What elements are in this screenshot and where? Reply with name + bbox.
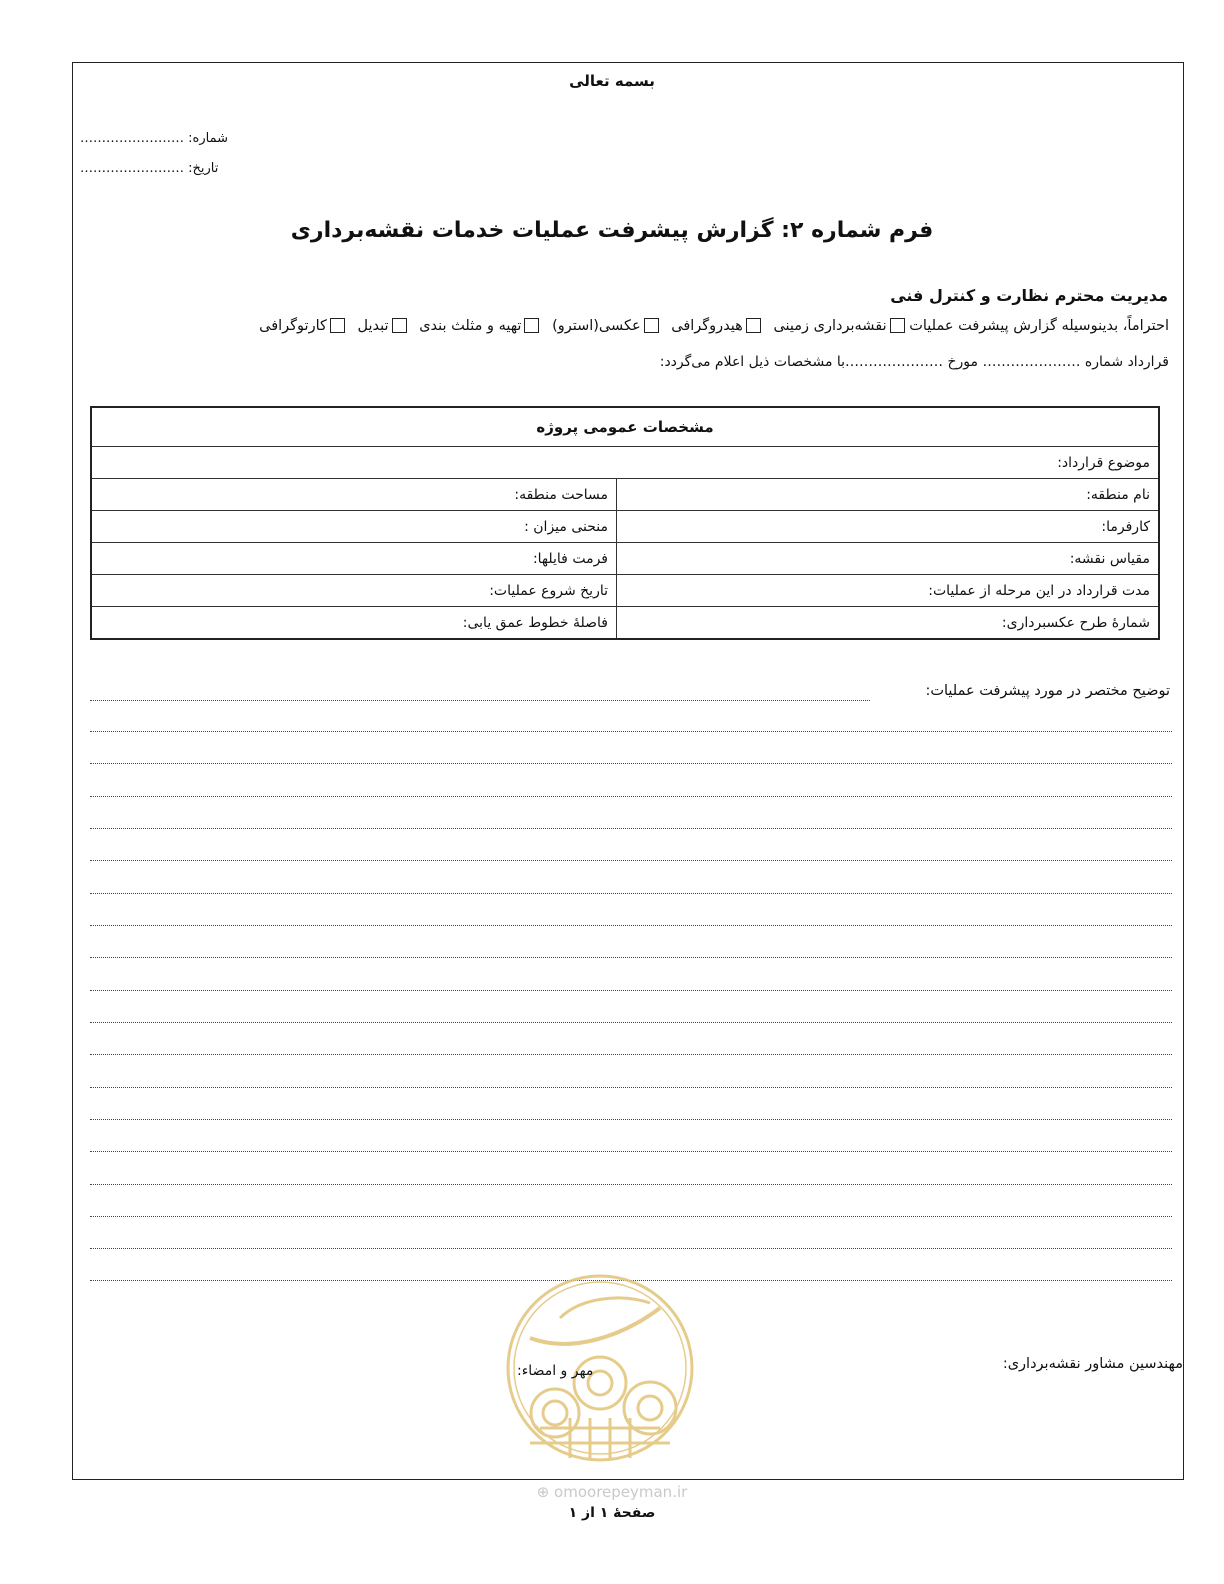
aerial-photo-plan-cell[interactable]: شمارهٔ طرح عکسبرداری: xyxy=(617,607,1160,640)
file-format-cell[interactable]: فرمت فایلها: xyxy=(91,543,617,575)
checkbox[interactable] xyxy=(330,318,345,333)
intro-lead: احتراماً، بدینوسیله گزارش پیشرفت عملیات xyxy=(909,318,1169,334)
dotted-line xyxy=(90,1248,1172,1249)
contour-interval-cell[interactable]: منحنی میزان : xyxy=(91,511,617,543)
category-photogrammetry[interactable]: عکسی(استرو) xyxy=(552,318,659,334)
checkbox[interactable] xyxy=(890,318,905,333)
addressee: مدیریت محترم نظارت و کنترل فنی xyxy=(890,286,1168,305)
checkbox[interactable] xyxy=(644,318,659,333)
seal-signature-label: مهر و امضاء: xyxy=(517,1363,594,1379)
sounding-line-spacing-cell[interactable]: فاصلهٔ خطوط عمق یابی: xyxy=(91,607,617,640)
category-triangulation[interactable]: تهیه و مثلث بندی xyxy=(419,318,539,334)
date-field[interactable] xyxy=(80,161,218,176)
date-label: تاریخ: xyxy=(188,161,219,176)
contract-subject-cell[interactable]: موضوع قرارداد: xyxy=(91,447,1159,479)
dotted-line xyxy=(90,763,1172,764)
spec-table-title: مشخصات عمومی پروژه xyxy=(91,407,1159,447)
number-placeholder: …………………… xyxy=(80,131,184,146)
employer-cell[interactable]: کارفرما: xyxy=(617,511,1160,543)
contract-line: قرارداد شماره ………………… مورخ …………………با مشخصات ذیل اعلام می‌گردد: xyxy=(659,354,1169,370)
number-label: شماره: xyxy=(188,131,228,146)
description-label: توضیح مختصر در مورد پیشرفت عملیات: xyxy=(925,683,1170,699)
operation-categories xyxy=(80,318,1169,334)
start-date-cell[interactable]: تاریخ شروع عملیات: xyxy=(91,575,617,607)
dotted-line xyxy=(90,1022,1172,1023)
dotted-line xyxy=(90,1216,1172,1217)
dotted-line xyxy=(90,828,1172,829)
number-field[interactable] xyxy=(80,131,228,146)
date-placeholder: …………………… xyxy=(80,161,184,176)
category-ground-survey[interactable]: نقشه‌برداری زمینی xyxy=(773,318,904,334)
dotted-line xyxy=(90,893,1172,894)
dotted-line xyxy=(90,990,1172,991)
dotted-line xyxy=(90,957,1172,958)
consultant-label: مهندسین مشاور نقشه‌برداری: xyxy=(1002,1356,1183,1372)
category-conversion[interactable]: تبدیل xyxy=(358,318,407,334)
checkbox[interactable] xyxy=(746,318,761,333)
dotted-line xyxy=(90,925,1172,926)
dotted-line xyxy=(90,731,1172,732)
project-spec-table xyxy=(90,406,1160,640)
category-cartography[interactable]: کارتوگرافی xyxy=(259,318,345,334)
dotted-line xyxy=(90,1087,1172,1088)
dotted-line xyxy=(90,1119,1172,1120)
form-title: فرم شماره ۲: گزارش پیشرفت عملیات خدمات نقشه‌برداری xyxy=(290,218,934,243)
dotted-line xyxy=(90,796,1172,797)
watermark-site: ⊕ omoorepeyman.ir xyxy=(536,1483,688,1501)
basmala-heading: بسمه تعالی xyxy=(569,72,655,90)
globe-icon: ⊕ xyxy=(536,1483,550,1501)
dotted-line xyxy=(90,1184,1172,1185)
contract-duration-cell[interactable]: مدت قرارداد در این مرحله از عملیات: xyxy=(617,575,1160,607)
map-scale-cell[interactable]: مقیاس نقشه: xyxy=(617,543,1160,575)
region-area-cell[interactable]: مساحت منطقه: xyxy=(91,479,617,511)
region-name-cell[interactable]: نام منطقه: xyxy=(617,479,1160,511)
checkbox[interactable] xyxy=(392,318,407,333)
page-number: صفحهٔ ۱ از ۱ xyxy=(568,1505,656,1521)
category-hydrography[interactable]: هیدروگرافی xyxy=(671,318,761,334)
description-first-line[interactable] xyxy=(90,700,870,701)
dotted-line xyxy=(90,1054,1172,1055)
dotted-line xyxy=(90,860,1172,861)
checkbox[interactable] xyxy=(524,318,539,333)
dotted-line xyxy=(90,1151,1172,1152)
